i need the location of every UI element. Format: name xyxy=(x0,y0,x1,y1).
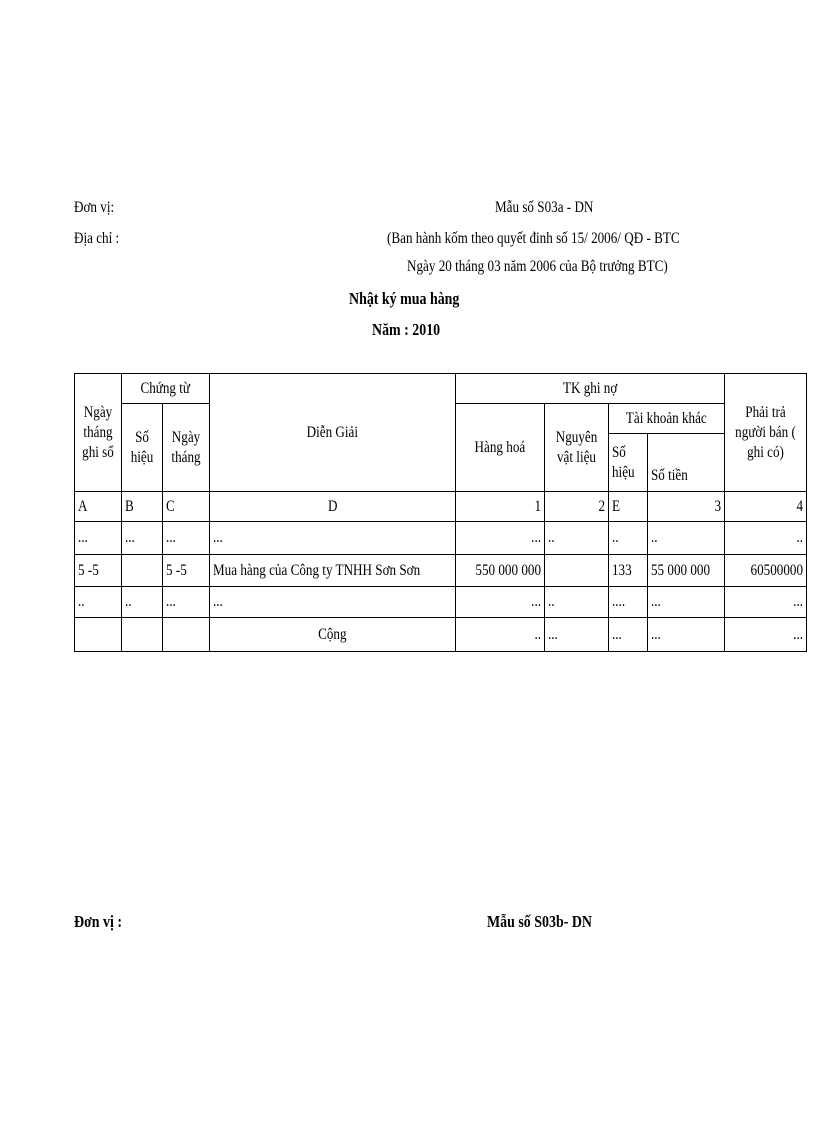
header-tk-so-hieu: Số hiệu xyxy=(609,434,648,492)
header-dien-giai: Diễn Giải xyxy=(210,374,456,492)
header-tk-ghi-no: TK ghi nợ xyxy=(456,374,725,404)
total-row: Cộng .. ... ... ... ... xyxy=(75,618,807,652)
regulation-note: (Ban hành kốm theo quyết đinh số 15/ 2006/ QĐ - BTC xyxy=(387,230,680,247)
document-title: Nhật ký mua hàng xyxy=(349,289,460,308)
total-label: Cộng xyxy=(210,618,456,652)
table-row: 5 -5 5 -5 Mua hàng của Công ty TNHH Sơn Sơn 550 000 000 133 55 000 000 60500000 xyxy=(75,555,807,587)
table-row: ... ... ... ... ... .. .. .. .. xyxy=(75,522,807,555)
header-so-hieu: Số hiệu xyxy=(122,404,163,492)
table-row: .. .. ... ... ... .. .... ... ... xyxy=(75,587,807,618)
document-year: Năm : 2010 xyxy=(372,320,441,339)
header-ngay-thang-ghi-so: Ngày tháng ghi sổ xyxy=(75,374,122,492)
header-tai-khoan-khac: Tài khoản khác xyxy=(609,404,725,434)
header-hang-hoa: Hàng hoá xyxy=(456,404,545,492)
header-so-tien: Số tiền xyxy=(648,434,725,492)
footer-unit-label: Đơn vị : xyxy=(74,912,122,931)
footer-form-number: Mẫu số S03b- DN xyxy=(487,912,592,931)
header-ngay-thang: Ngày tháng xyxy=(163,404,210,492)
address-label: Địa chỉ : xyxy=(74,230,120,247)
header-phai-tra: Phải trả người bán ( ghi có) xyxy=(725,374,807,492)
header-chung-tu: Chứng từ xyxy=(122,374,210,404)
regulation-date: Ngày 20 tháng 03 năm 2006 của Bộ trưởng BTC) xyxy=(407,258,668,275)
purchase-journal-table xyxy=(74,373,807,652)
form-number: Mẫu số S03a - DN xyxy=(495,199,594,216)
code-row: A B C D 1 2 E 3 4 xyxy=(75,492,807,522)
header-nguyen-vat-lieu: Nguyên vật liệu xyxy=(545,404,609,492)
unit-label: Đơn vị: xyxy=(74,199,115,216)
